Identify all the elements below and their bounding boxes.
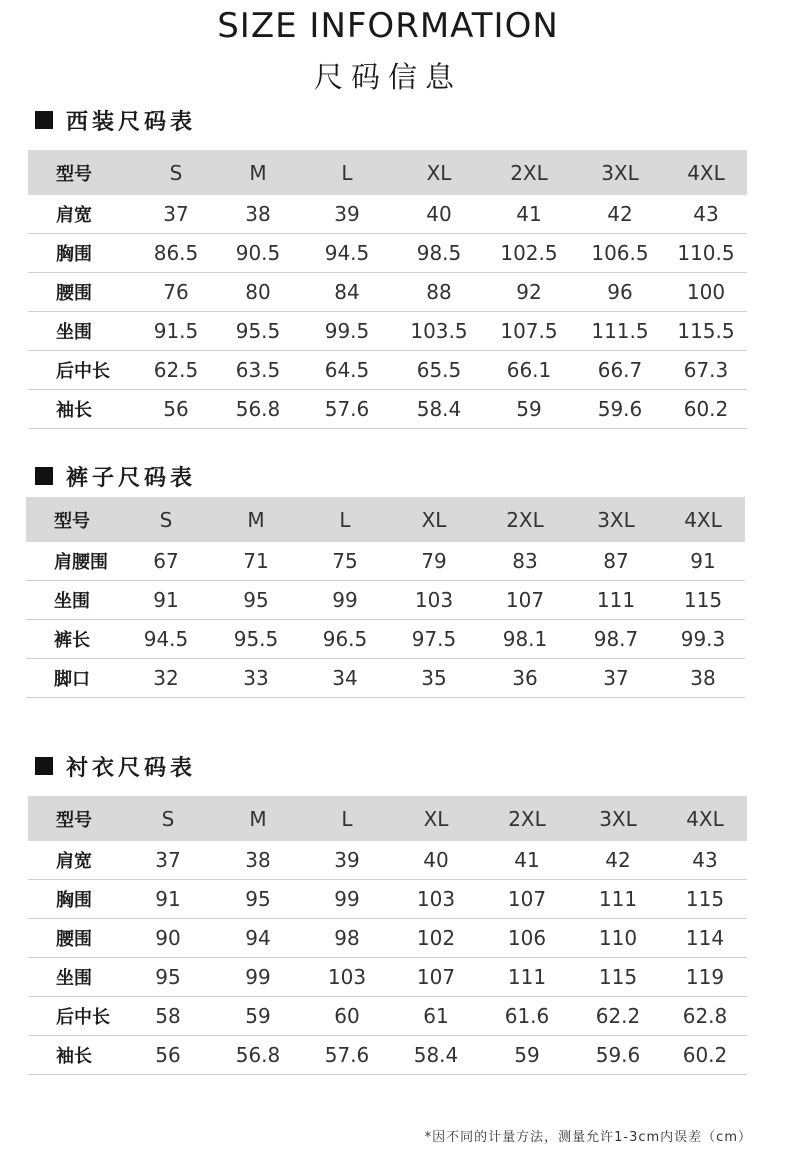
table-cell: 102 — [391, 919, 481, 958]
table-cell: 106 — [481, 919, 573, 958]
section-title: 西装尺码表 — [66, 109, 197, 135]
row-label: 腰围 — [28, 273, 135, 312]
table-cell: 107 — [479, 581, 571, 620]
shirt-size-table — [28, 796, 747, 1075]
column-header-size: 2XL — [508, 806, 546, 831]
table-cell: 66.1 — [483, 351, 575, 390]
table-cell: 59 — [213, 997, 303, 1036]
column-header-size: M — [249, 806, 267, 831]
column-header-size: S — [169, 160, 183, 185]
table-cell: 103.5 — [395, 312, 483, 351]
section-heading — [35, 461, 196, 491]
column-header-size: M — [247, 507, 265, 532]
table-cell: 65.5 — [395, 351, 483, 390]
column-header-model: 型号 — [56, 163, 92, 185]
column-header-model: 型号 — [56, 809, 92, 831]
suit-size-section — [0, 105, 790, 435]
table-header-row — [28, 150, 747, 195]
table-cell: 107.5 — [483, 312, 575, 351]
column-header-size: XL — [421, 507, 447, 532]
table-cell: 99 — [303, 880, 391, 919]
table-cell: 57.6 — [299, 390, 395, 429]
table-cell: 98.7 — [571, 620, 661, 659]
table-cell: 111 — [481, 958, 573, 997]
table-row — [28, 390, 747, 429]
table-cell: 75 — [301, 542, 389, 581]
row-label: 肩腰围 — [26, 542, 121, 581]
table-cell: 76 — [135, 273, 217, 312]
table-row — [28, 919, 747, 958]
table-cell: 57.6 — [303, 1036, 391, 1075]
section-title: 裤子尺码表 — [66, 465, 197, 491]
table-cell: 99 — [301, 581, 389, 620]
table-row — [28, 312, 747, 351]
table-cell: 95 — [123, 958, 213, 997]
table-cell: 62.2 — [573, 997, 663, 1036]
table-cell: 92 — [483, 273, 575, 312]
table-cell: 102.5 — [483, 234, 575, 273]
table-cell: 35 — [389, 659, 479, 698]
table-cell: 32 — [121, 659, 211, 698]
column-header-size: L — [341, 160, 353, 185]
table-cell: 60 — [303, 997, 391, 1036]
table-cell: 88 — [395, 273, 483, 312]
column-header-model: 型号 — [54, 510, 90, 532]
column-header-size: 4XL — [686, 806, 724, 831]
table-cell: 61.6 — [481, 997, 573, 1036]
table-cell: 66.7 — [575, 351, 665, 390]
column-header-size: XL — [426, 160, 452, 185]
section-heading — [35, 105, 196, 135]
table-cell: 103 — [303, 958, 391, 997]
suit-size-table — [28, 150, 747, 429]
shirt-size-section — [0, 751, 790, 1081]
table-cell: 96.5 — [301, 620, 389, 659]
trousers-size-section — [0, 461, 790, 701]
table-cell: 71 — [211, 542, 301, 581]
row-label: 坐围 — [26, 581, 121, 620]
table-row — [26, 581, 745, 620]
row-label: 肩宽 — [28, 195, 135, 234]
table-cell: 40 — [395, 195, 483, 234]
table-cell: 91 — [121, 581, 211, 620]
table-cell: 38 — [213, 841, 303, 880]
table-cell: 34 — [301, 659, 389, 698]
column-header-size: S — [161, 806, 175, 831]
table-cell: 110.5 — [665, 234, 747, 273]
table-cell: 99.5 — [299, 312, 395, 351]
table-cell: 79 — [389, 542, 479, 581]
table-cell: 38 — [661, 659, 745, 698]
table-cell: 38 — [217, 195, 299, 234]
table-row — [28, 880, 747, 919]
row-label: 袖长 — [28, 1036, 123, 1075]
table-header-row — [28, 796, 747, 841]
table-cell: 98 — [303, 919, 391, 958]
table-row — [28, 997, 747, 1036]
table-cell: 67 — [121, 542, 211, 581]
table-cell: 62.8 — [663, 997, 747, 1036]
row-label: 坐围 — [28, 312, 135, 351]
table-cell: 91.5 — [135, 312, 217, 351]
table-cell: 37 — [123, 841, 213, 880]
table-cell: 107 — [481, 880, 573, 919]
table-cell: 41 — [481, 841, 573, 880]
column-header-size: M — [249, 160, 267, 185]
table-cell: 40 — [391, 841, 481, 880]
table-cell: 59.6 — [575, 390, 665, 429]
row-label: 后中长 — [28, 997, 123, 1036]
table-cell: 103 — [391, 880, 481, 919]
table-cell: 56.8 — [217, 390, 299, 429]
row-label: 腰围 — [28, 919, 123, 958]
table-cell: 43 — [665, 195, 747, 234]
table-cell: 98.1 — [479, 620, 571, 659]
square-bullet-icon — [35, 467, 53, 485]
table-cell: 43 — [663, 841, 747, 880]
row-label: 脚口 — [26, 659, 121, 698]
table-cell: 94 — [213, 919, 303, 958]
table-cell: 115 — [661, 581, 745, 620]
row-label: 坐围 — [28, 958, 123, 997]
column-header-size: XL — [423, 806, 449, 831]
table-cell: 39 — [303, 841, 391, 880]
table-cell: 59 — [481, 1036, 573, 1075]
table-cell: 36 — [479, 659, 571, 698]
table-cell: 39 — [299, 195, 395, 234]
table-cell: 56 — [123, 1036, 213, 1075]
table-cell: 37 — [571, 659, 661, 698]
table-cell: 95 — [211, 581, 301, 620]
column-header-size: 3XL — [599, 806, 637, 831]
table-row — [28, 958, 747, 997]
measurement-footnote: *因不同的计量方法，测量允许1-3cm内误差（cm） — [424, 1130, 752, 1145]
table-cell: 60.2 — [663, 1036, 747, 1075]
table-cell: 103 — [389, 581, 479, 620]
table-cell: 42 — [573, 841, 663, 880]
row-label: 胸围 — [28, 234, 135, 273]
table-row — [26, 542, 745, 581]
table-row — [26, 659, 745, 698]
table-cell: 91 — [123, 880, 213, 919]
column-header-size: 2XL — [510, 160, 548, 185]
table-cell: 59 — [483, 390, 575, 429]
table-cell: 64.5 — [299, 351, 395, 390]
section-heading — [35, 751, 196, 781]
table-cell: 111.5 — [575, 312, 665, 351]
square-bullet-icon — [35, 111, 53, 129]
table-header-row — [26, 497, 745, 542]
column-header-size: L — [341, 806, 353, 831]
table-cell: 98.5 — [395, 234, 483, 273]
table-cell: 115.5 — [665, 312, 747, 351]
column-header-size: 3XL — [601, 160, 639, 185]
table-cell: 99 — [213, 958, 303, 997]
table-cell: 59.6 — [573, 1036, 663, 1075]
row-label: 袖长 — [28, 390, 135, 429]
table-cell: 96 — [575, 273, 665, 312]
trousers-size-table — [26, 497, 745, 698]
table-cell: 60.2 — [665, 390, 747, 429]
table-cell: 111 — [573, 880, 663, 919]
table-row — [26, 620, 745, 659]
table-row — [28, 273, 747, 312]
table-row — [28, 234, 747, 273]
column-header-size: L — [339, 507, 351, 532]
column-header-size: S — [159, 507, 173, 532]
table-cell: 58 — [123, 997, 213, 1036]
square-bullet-icon — [35, 757, 53, 775]
row-label: 胸围 — [28, 880, 123, 919]
column-header-size: 3XL — [597, 507, 635, 532]
row-label: 后中长 — [28, 351, 135, 390]
table-cell: 86.5 — [135, 234, 217, 273]
table-cell: 90 — [123, 919, 213, 958]
table-cell: 56.8 — [213, 1036, 303, 1075]
page-title-en: SIZE INFORMATION — [217, 6, 559, 46]
column-header-size: 4XL — [687, 160, 725, 185]
table-cell: 90.5 — [217, 234, 299, 273]
column-header-size: 2XL — [506, 507, 544, 532]
table-cell: 95.5 — [211, 620, 301, 659]
table-cell: 100 — [665, 273, 747, 312]
table-cell: 95 — [213, 880, 303, 919]
table-cell: 114 — [663, 919, 747, 958]
table-cell: 33 — [211, 659, 301, 698]
table-cell: 58.4 — [395, 390, 483, 429]
table-cell: 110 — [573, 919, 663, 958]
table-cell: 37 — [135, 195, 217, 234]
table-row — [28, 841, 747, 880]
table-cell: 83 — [479, 542, 571, 581]
table-cell: 115 — [663, 880, 747, 919]
table-cell: 106.5 — [575, 234, 665, 273]
table-cell: 94.5 — [299, 234, 395, 273]
table-row — [28, 351, 747, 390]
table-cell: 97.5 — [389, 620, 479, 659]
table-cell: 67.3 — [665, 351, 747, 390]
page-title-cn: 尺码信息 — [313, 60, 462, 94]
table-cell: 107 — [391, 958, 481, 997]
table-cell: 42 — [575, 195, 665, 234]
table-cell: 62.5 — [135, 351, 217, 390]
table-cell: 94.5 — [121, 620, 211, 659]
table-cell: 91 — [661, 542, 745, 581]
table-row — [28, 195, 747, 234]
table-cell: 56 — [135, 390, 217, 429]
table-cell: 61 — [391, 997, 481, 1036]
table-cell: 95.5 — [217, 312, 299, 351]
table-row — [28, 1036, 747, 1075]
table-cell: 63.5 — [217, 351, 299, 390]
table-cell: 80 — [217, 273, 299, 312]
table-cell: 111 — [571, 581, 661, 620]
table-cell: 119 — [663, 958, 747, 997]
row-label: 裤长 — [26, 620, 121, 659]
column-header-size: 4XL — [684, 507, 722, 532]
table-cell: 84 — [299, 273, 395, 312]
row-label: 肩宽 — [28, 841, 123, 880]
table-cell: 41 — [483, 195, 575, 234]
table-cell: 99.3 — [661, 620, 745, 659]
table-cell: 87 — [571, 542, 661, 581]
table-cell: 58.4 — [391, 1036, 481, 1075]
section-title: 衬衣尺码表 — [66, 755, 197, 781]
table-cell: 115 — [573, 958, 663, 997]
